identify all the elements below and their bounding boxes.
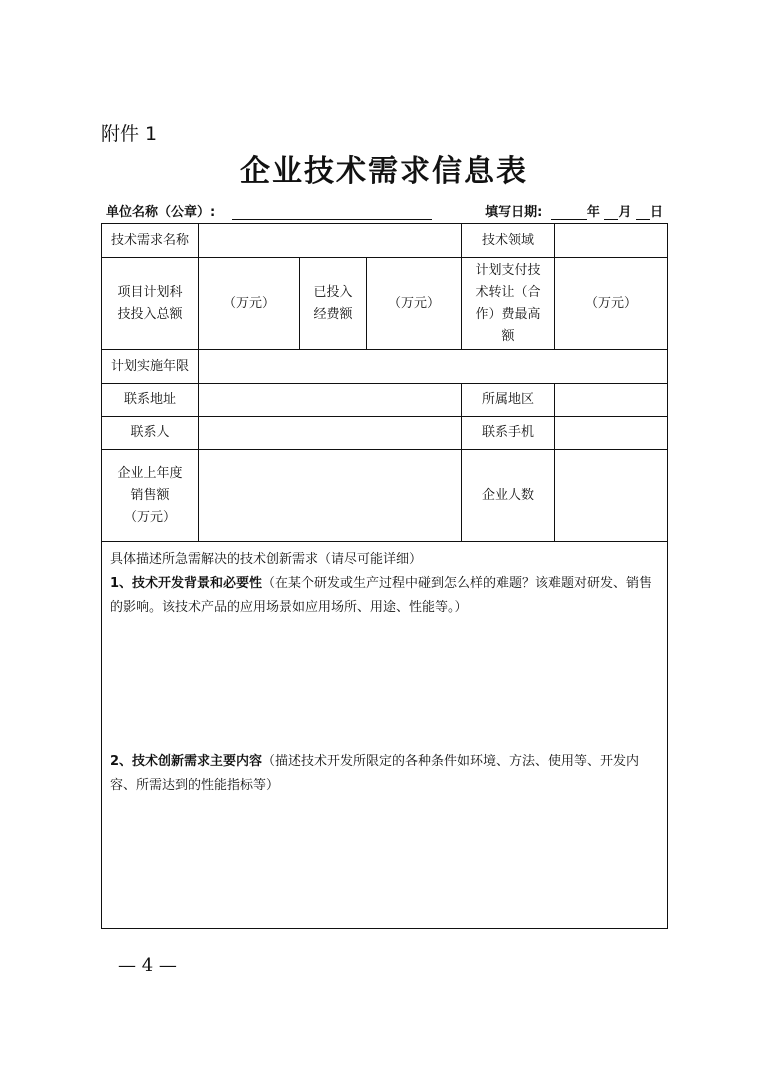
- unit-name-row: [106, 201, 432, 220]
- contact-field[interactable]: [199, 417, 462, 450]
- description-cell[interactable]: [102, 542, 668, 929]
- item1-answer-space[interactable]: [110, 620, 659, 750]
- table-row: [102, 258, 668, 350]
- tech-field-value[interactable]: [555, 224, 668, 258]
- phone-field[interactable]: [555, 417, 668, 450]
- description-intro: 具体描述所急需解决的技术创新需求（请尽可能详细）: [110, 552, 423, 567]
- date-year-unit: 年: [586, 205, 600, 220]
- tech-name-label: 技术需求名称: [102, 224, 199, 258]
- item1-text: （在某个研发或生产过程中碰到怎么样的难题？该难题对研发、销售的影响。该技术产品的应用场景如应用场所、用途、性能等。）: [110, 576, 653, 615]
- fill-date-label: 填写日期:: [485, 205, 543, 220]
- date-month-unit: 月: [618, 205, 632, 220]
- tech-demand-table: [101, 223, 668, 929]
- impl-years-field[interactable]: [199, 350, 668, 384]
- tech-name-field[interactable]: [199, 224, 462, 258]
- item1-title: 1、技术开发背景和必要性: [110, 576, 263, 591]
- date-day-field[interactable]: [636, 205, 650, 220]
- date-day-unit: 日: [649, 205, 663, 220]
- total-invest-label: 项目计划科技投入总额: [102, 258, 199, 350]
- table-row: [102, 542, 668, 929]
- sales-label-line3: （万元）: [123, 509, 176, 525]
- total-invest-field[interactable]: （万元）: [199, 258, 300, 350]
- item2-title: 2、技术创新需求主要内容: [110, 754, 263, 769]
- sales-label: [102, 450, 199, 542]
- table-row: [102, 224, 668, 258]
- table-row: [102, 350, 668, 384]
- item2-text: （描述技术开发所限定的各种条件如环境、方法、使用等、开发内容、所需达到的性能指标等）: [110, 754, 640, 793]
- region-field[interactable]: [555, 384, 668, 417]
- table-row: [102, 450, 668, 542]
- table-row: [102, 417, 668, 450]
- attachment-label: 附件 1: [101, 123, 158, 145]
- page-number: — 4 —: [118, 955, 177, 976]
- date-month-field[interactable]: [604, 205, 618, 220]
- address-field[interactable]: [199, 384, 462, 417]
- transfer-label: 计划支付技术转让（合作）费最高额: [462, 258, 555, 350]
- invested-field[interactable]: （万元）: [367, 258, 462, 350]
- table-row: [102, 384, 668, 417]
- sales-label-line2: 销售额: [130, 487, 170, 503]
- invested-label: 已投入经费额: [300, 258, 367, 350]
- form-title: 企业技术需求信息表: [240, 154, 528, 189]
- phone-label: 联系手机: [462, 417, 555, 450]
- staff-field[interactable]: [555, 450, 668, 542]
- contact-label: 联系人: [102, 417, 199, 450]
- date-year-field[interactable]: [551, 205, 587, 220]
- tech-field-label: 技术领域: [462, 224, 555, 258]
- staff-label: 企业人数: [462, 450, 555, 542]
- fill-date-row: [485, 201, 663, 220]
- transfer-field[interactable]: （万元）: [555, 258, 668, 350]
- description-item1: [110, 572, 659, 620]
- sales-field[interactable]: [199, 450, 462, 542]
- address-label: 联系地址: [102, 384, 199, 417]
- impl-years-label: 计划实施年限: [102, 350, 199, 384]
- unit-name-label: 单位名称（公章）:: [106, 205, 216, 220]
- unit-name-field[interactable]: [232, 205, 432, 220]
- description-item2: [110, 750, 659, 798]
- sales-label-line1: 企业上年度: [117, 465, 183, 481]
- region-label: 所属地区: [462, 384, 555, 417]
